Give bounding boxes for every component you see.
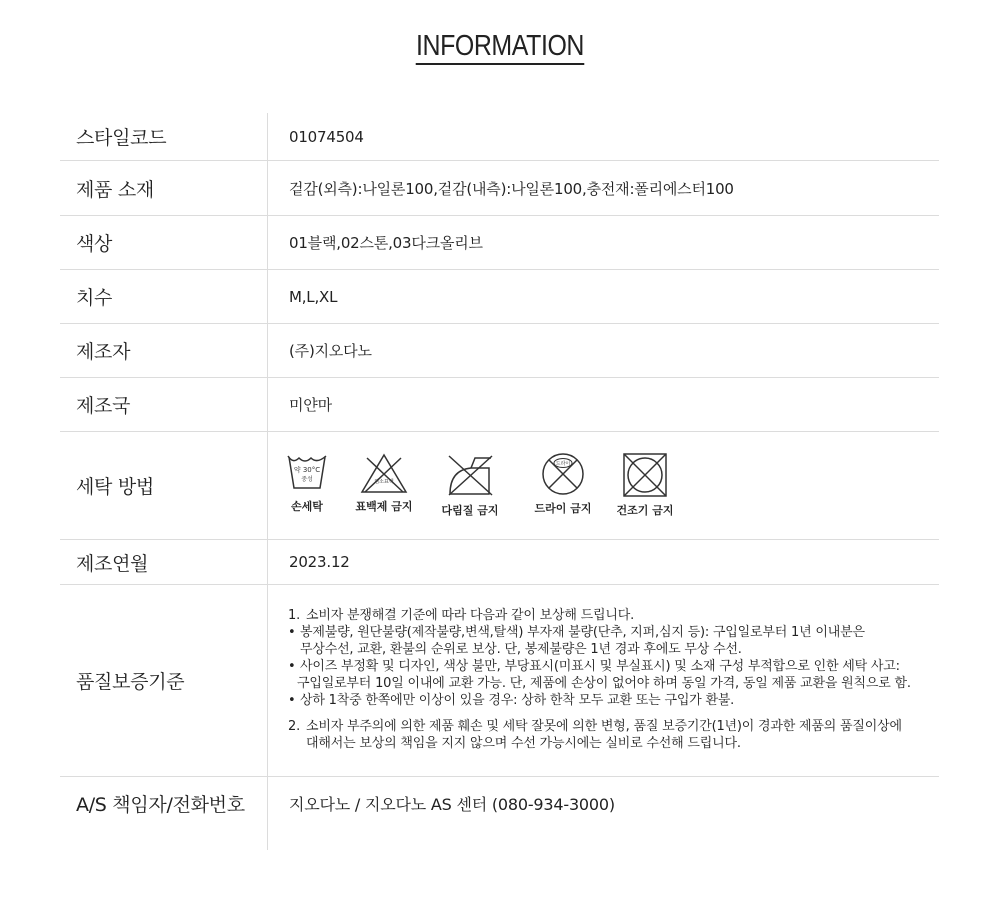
- wash-item-tumble: [605, 452, 685, 518]
- wash-item-iron: [430, 452, 510, 518]
- row-date: [60, 540, 939, 585]
- bullet-mark: •: [288, 693, 296, 708]
- bullet-2-line-1: 사이즈 부정확 및 디자인, 색상 불만, 부당표시(미표시 및 부실표시) 및 소재 구성 부적합으로 인한 세탁 사고:: [300, 659, 900, 674]
- row-wash: [60, 432, 939, 540]
- row-maker: [60, 324, 939, 378]
- info-table: [60, 113, 939, 829]
- row-material: [60, 161, 939, 216]
- bleach-inner-text: 염소표백: [374, 479, 394, 485]
- value-country: 미얀마: [289, 396, 332, 414]
- label-quality: 품질보증기준: [76, 671, 185, 693]
- value-color: 01블랙,02스톤,03다크올리브: [289, 234, 483, 252]
- page-title-text: INFORMATION: [416, 30, 584, 65]
- label-wash: 세탁 방법: [76, 476, 154, 498]
- label-color: 색상: [76, 233, 113, 255]
- quality-bullet-3: [288, 692, 911, 709]
- no-bleach-icon: [359, 452, 409, 494]
- no-tumble-dry-icon: [622, 452, 668, 498]
- bullet-3-line-1: 상하 1착중 한쪽에만 이상이 있을 경우: 상하 한착 모두 교환 또는 구입가 환불.: [300, 693, 735, 708]
- label-country: 제조국: [76, 395, 131, 417]
- label-as: A/S 책임자/전화번호: [76, 793, 245, 816]
- bullet-2-line-2: 구입일로부터 10일 이내에 교환 가능. 단, 제품에 손상이 없어야 하며 동일 가격, 동일 제품 교환을 원칙으로 함.: [297, 676, 911, 691]
- no-iron-icon: [445, 452, 495, 498]
- label-maker: 제조자: [76, 341, 131, 363]
- bullet-1-line-2: 무상수선, 교환, 환불의 순위로 보상. 단, 봉제불량은 1년 경과 후에도 무상 수선.: [300, 642, 742, 657]
- hand-wash-neutral: 중성: [301, 476, 313, 483]
- hand-wash-temp: 약 30°C: [293, 466, 321, 474]
- page-title: [70, 30, 930, 63]
- quality-paragraph-1: [288, 607, 911, 624]
- row-country: [60, 378, 939, 432]
- quality-p1-text: 소비자 분쟁해결 기준에 따라 다음과 같이 보상해 드립니다.: [306, 608, 635, 623]
- wash-item-bleach: [344, 452, 424, 514]
- quality-p2-line-2: 대해서는 보상의 책임을 지지 않으며 수선 가능시에는 실비로 수선해 드립니다.: [306, 736, 741, 751]
- label-date: 제조연월: [76, 552, 149, 575]
- dry-clean-inner-text: 드라이: [555, 461, 571, 467]
- value-date: 2023.12: [289, 553, 350, 571]
- caption-no-iron: 다림질 금지: [441, 504, 499, 517]
- row-as: [60, 777, 939, 829]
- quality-number-2: 2.: [288, 719, 301, 734]
- caption-no-tumble-dry: 건조기 금지: [616, 504, 674, 517]
- row-color: [60, 216, 939, 270]
- label-style-code: 스타일코드: [76, 127, 167, 149]
- quality-text: [288, 607, 911, 752]
- quality-bullet-2: [288, 658, 911, 692]
- no-dry-clean-icon: [541, 452, 585, 496]
- hand-wash-icon: [285, 452, 329, 494]
- bullet-1-line-1: 봉제불량, 원단불량(제작불량,변색,탈색) 부자재 불량(단추, 지퍼,심지 등): 구입일로부터 1년 이내분은: [300, 625, 865, 640]
- wash-item-hand: [267, 452, 347, 514]
- value-as: 지오다노 / 지오다노 AS 센터 (080-934-3000): [289, 794, 615, 814]
- caption-no-dry-clean: 드라이 금지: [534, 502, 592, 515]
- row-size: [60, 270, 939, 324]
- value-size: M,L,XL: [289, 287, 338, 306]
- row-style-code: [60, 113, 939, 161]
- quality-bullet-1: [288, 624, 911, 658]
- label-material: 제품 소재: [76, 178, 154, 201]
- value-maker: (주)지오다노: [289, 342, 372, 360]
- quality-paragraph-2: [288, 718, 911, 752]
- caption-no-bleach: 표백제 금지: [355, 500, 413, 513]
- label-size: 치수: [76, 287, 113, 309]
- value-material: 겉감(외측):나일론100,겉감(내측):나일론100,충전재:폴리에스터100: [289, 179, 734, 198]
- bullet-mark: •: [288, 625, 296, 640]
- value-style-code: 01074504: [289, 127, 364, 146]
- quality-number-1: 1.: [288, 608, 301, 623]
- quality-p2-line-1: 소비자 부주의에 의한 제품 훼손 및 세탁 잘못에 의한 변형, 품질 보증기간(1년)이 경과한 제품의 품질이상에: [306, 719, 902, 734]
- bullet-mark: •: [288, 659, 296, 674]
- caption-hand-wash: 손세탁: [291, 500, 323, 513]
- row-quality: [60, 585, 939, 777]
- wash-item-dry-clean: [523, 452, 603, 516]
